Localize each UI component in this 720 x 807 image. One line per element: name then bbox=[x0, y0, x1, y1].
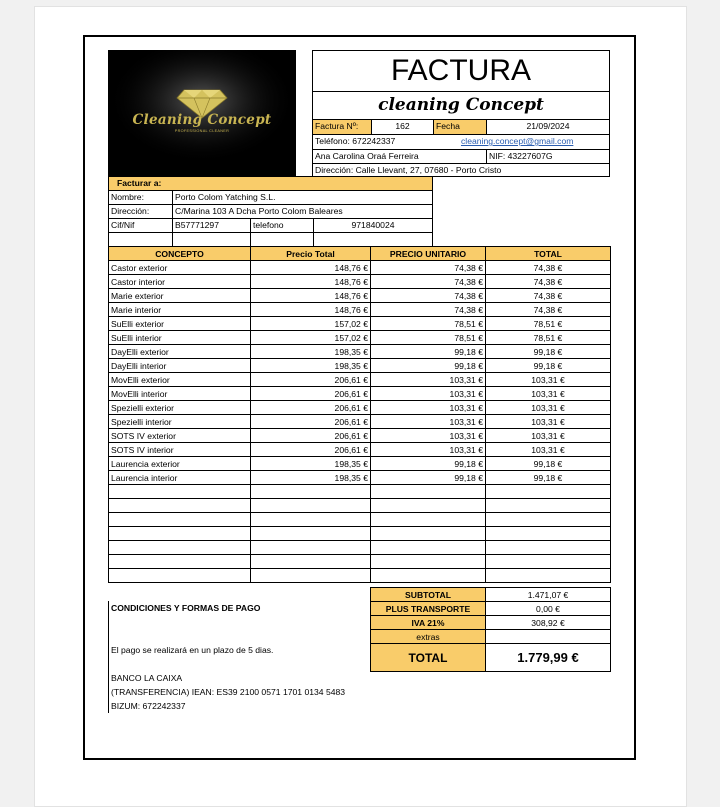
extras-value bbox=[486, 630, 611, 644]
item-concept: Castor interior bbox=[109, 275, 251, 289]
subtotal-row bbox=[371, 588, 611, 602]
brand-box bbox=[312, 91, 610, 120]
empty-cell bbox=[486, 541, 611, 555]
table-row bbox=[109, 359, 611, 373]
empty-cell bbox=[251, 527, 371, 541]
empty-cell bbox=[109, 485, 251, 499]
item-precio-unitario: 103,31 € bbox=[371, 401, 486, 415]
item-concept: Laurencia interior bbox=[109, 471, 251, 485]
table-row bbox=[109, 289, 611, 303]
empty-cell bbox=[371, 541, 486, 555]
table-row bbox=[109, 303, 611, 317]
item-precio-unitario: 74,38 € bbox=[371, 261, 486, 275]
empty-cell bbox=[371, 499, 486, 513]
table-row bbox=[109, 443, 611, 457]
client-box bbox=[108, 176, 433, 246]
item-precio-total: 206,61 € bbox=[251, 401, 371, 415]
item-precio-unitario: 78,51 € bbox=[371, 317, 486, 331]
title-box bbox=[312, 50, 610, 92]
item-precio-unitario: 99,18 € bbox=[371, 359, 486, 373]
client-cif: B57771297 bbox=[172, 218, 250, 232]
empty-cell bbox=[371, 513, 486, 527]
item-precio-unitario: 74,38 € bbox=[371, 303, 486, 317]
table-row bbox=[109, 331, 611, 345]
empty-cell bbox=[371, 569, 486, 583]
client-name-label: Nombre: bbox=[109, 190, 172, 204]
company-phone: Teléfono: 672242337 bbox=[313, 134, 609, 149]
client-address-label: Dirección: bbox=[109, 204, 172, 218]
table-empty-row bbox=[109, 485, 611, 499]
item-precio-total: 206,61 € bbox=[251, 443, 371, 457]
bank-transfer-iban: (TRANSFERENCIA) IEAN: ES39 2100 0571 1701 0134 5483 bbox=[111, 687, 346, 697]
totals-table bbox=[370, 587, 611, 672]
table-empty-row bbox=[109, 499, 611, 513]
table-row bbox=[109, 401, 611, 415]
item-precio-unitario: 103,31 € bbox=[371, 373, 486, 387]
payment-conditions bbox=[108, 601, 358, 713]
client-phone-label: telefono bbox=[250, 218, 313, 232]
invoice-number-label: Factura Nº: bbox=[313, 120, 371, 134]
invoice-date: 21/09/2024 bbox=[486, 120, 609, 134]
iva-label: IVA 21% bbox=[371, 616, 486, 630]
item-total: 78,51 € bbox=[486, 317, 611, 331]
empty-cell bbox=[109, 499, 251, 513]
column-header-total: TOTAL bbox=[486, 247, 611, 261]
item-precio-total: 198,35 € bbox=[251, 345, 371, 359]
item-total: 103,31 € bbox=[486, 443, 611, 457]
empty-cell bbox=[371, 555, 486, 569]
client-phone: 971840024 bbox=[313, 218, 432, 232]
item-precio-total: 206,61 € bbox=[251, 387, 371, 401]
client-empty-row bbox=[250, 232, 313, 247]
item-precio-unitario: 103,31 € bbox=[371, 415, 486, 429]
company-nif: NIF: 43227607G bbox=[486, 149, 609, 163]
item-precio-total: 157,02 € bbox=[251, 331, 371, 345]
item-total: 74,38 € bbox=[486, 289, 611, 303]
item-precio-total: 206,61 € bbox=[251, 429, 371, 443]
table-row bbox=[109, 261, 611, 275]
total-value: 1.779,99 € bbox=[486, 644, 611, 672]
item-precio-total: 157,02 € bbox=[251, 317, 371, 331]
item-concept: Spezielli interior bbox=[109, 415, 251, 429]
logo-wordmark: Cleaning Concept bbox=[132, 112, 272, 128]
item-concept: SOTS IV exterior bbox=[109, 429, 251, 443]
item-precio-total: 198,35 € bbox=[251, 359, 371, 373]
client-empty-row bbox=[313, 232, 432, 247]
payment-term: El pago se realizará en un plazo de 5 dias. bbox=[111, 645, 274, 655]
empty-cell bbox=[251, 541, 371, 555]
table-row bbox=[109, 415, 611, 429]
empty-cell bbox=[251, 499, 371, 513]
item-total: 103,31 € bbox=[486, 429, 611, 443]
empty-cell bbox=[486, 513, 611, 527]
client-name: Porto Colom Yatching S.L. bbox=[172, 190, 432, 204]
extras-label: extras bbox=[371, 630, 486, 644]
table-empty-row bbox=[109, 513, 611, 527]
invoice-title: FACTURA bbox=[390, 54, 531, 87]
item-precio-unitario: 103,31 € bbox=[371, 443, 486, 457]
item-precio-total: 148,76 € bbox=[251, 303, 371, 317]
item-total: 99,18 € bbox=[486, 345, 611, 359]
empty-cell bbox=[371, 527, 486, 541]
item-concept: Marie exterior bbox=[109, 289, 251, 303]
item-precio-total: 198,35 € bbox=[251, 457, 371, 471]
company-logo bbox=[108, 50, 296, 176]
iva-row bbox=[371, 616, 611, 630]
item-concept: Castor exterior bbox=[109, 261, 251, 275]
empty-cell bbox=[486, 527, 611, 541]
empty-cell bbox=[251, 555, 371, 569]
company-info-box bbox=[312, 119, 610, 177]
item-concept: SuElli interior bbox=[109, 331, 251, 345]
item-total: 74,38 € bbox=[486, 275, 611, 289]
subtotal-label: SUBTOTAL bbox=[371, 588, 486, 602]
bizum-number: BIZUM: 672242337 bbox=[111, 701, 186, 711]
item-total: 103,31 € bbox=[486, 387, 611, 401]
item-concept: SOTS IV interior bbox=[109, 443, 251, 457]
table-row bbox=[109, 275, 611, 289]
item-precio-total: 148,76 € bbox=[251, 275, 371, 289]
column-header-precio-unitario: PRECIO UNITARIO bbox=[371, 247, 486, 261]
item-total: 99,18 € bbox=[486, 359, 611, 373]
item-concept: SuElli exterior bbox=[109, 317, 251, 331]
transport-value: 0,00 € bbox=[486, 602, 611, 616]
payment-heading: CONDICIONES Y FORMAS DE PAGO bbox=[111, 603, 261, 613]
item-total: 99,18 € bbox=[486, 457, 611, 471]
empty-cell bbox=[371, 485, 486, 499]
invoice-number: 162 bbox=[371, 120, 433, 134]
items-table bbox=[108, 246, 611, 583]
item-precio-unitario: 78,51 € bbox=[371, 331, 486, 345]
item-concept: Marie interior bbox=[109, 303, 251, 317]
column-header-precio-total: Precio Total bbox=[251, 247, 371, 261]
item-precio-total: 206,61 € bbox=[251, 373, 371, 387]
item-precio-unitario: 74,38 € bbox=[371, 289, 486, 303]
iva-value: 308,92 € bbox=[486, 616, 611, 630]
empty-cell bbox=[251, 569, 371, 583]
item-total: 74,38 € bbox=[486, 303, 611, 317]
transport-label: PLUS TRANSPORTE bbox=[371, 602, 486, 616]
empty-cell bbox=[109, 555, 251, 569]
table-row bbox=[109, 317, 611, 331]
item-concept: Spezielli exterior bbox=[109, 401, 251, 415]
table-row bbox=[109, 429, 611, 443]
client-cif-label: Cif/Nif bbox=[109, 218, 172, 232]
table-header-row bbox=[109, 247, 611, 261]
item-total: 74,38 € bbox=[486, 261, 611, 275]
empty-cell bbox=[486, 569, 611, 583]
bank-name: BANCO LA CAIXA bbox=[111, 673, 183, 683]
logo-subtitle: PROFESSIONAL CLEANER bbox=[174, 129, 230, 133]
table-row bbox=[109, 345, 611, 359]
item-concept: DayElli interior bbox=[109, 359, 251, 373]
client-empty-row bbox=[172, 232, 250, 247]
column-header-concepto: CONCEPTO bbox=[109, 247, 251, 261]
table-empty-row bbox=[109, 527, 611, 541]
company-owner: Ana Carolina Oraá Ferreira bbox=[313, 149, 486, 163]
table-row bbox=[109, 373, 611, 387]
item-precio-unitario: 103,31 € bbox=[371, 429, 486, 443]
item-precio-unitario: 74,38 € bbox=[371, 275, 486, 289]
total-row bbox=[371, 644, 611, 672]
item-concept: MovElli interior bbox=[109, 387, 251, 401]
item-total: 103,31 € bbox=[486, 415, 611, 429]
item-precio-unitario: 99,18 € bbox=[371, 471, 486, 485]
empty-cell bbox=[486, 555, 611, 569]
item-total: 78,51 € bbox=[486, 331, 611, 345]
empty-cell bbox=[251, 513, 371, 527]
item-total: 103,31 € bbox=[486, 401, 611, 415]
table-row bbox=[109, 387, 611, 401]
empty-cell bbox=[109, 541, 251, 555]
item-precio-total: 148,76 € bbox=[251, 261, 371, 275]
item-precio-unitario: 99,18 € bbox=[371, 457, 486, 471]
brand-name: cleaning Concept bbox=[378, 95, 544, 115]
item-precio-total: 198,35 € bbox=[251, 471, 371, 485]
item-total: 99,18 € bbox=[486, 471, 611, 485]
item-total: 103,31 € bbox=[486, 373, 611, 387]
table-row bbox=[109, 457, 611, 471]
empty-cell bbox=[109, 513, 251, 527]
bill-to-heading: Facturar a: bbox=[109, 177, 432, 190]
item-concept: MovElli exterior bbox=[109, 373, 251, 387]
transport-row bbox=[371, 602, 611, 616]
total-label: TOTAL bbox=[371, 644, 486, 672]
empty-cell bbox=[109, 527, 251, 541]
empty-cell bbox=[109, 569, 251, 583]
subtotal-value: 1.471,07 € bbox=[486, 588, 611, 602]
table-empty-row bbox=[109, 555, 611, 569]
item-precio-total: 148,76 € bbox=[251, 289, 371, 303]
table-empty-row bbox=[109, 569, 611, 583]
empty-cell bbox=[486, 499, 611, 513]
item-precio-unitario: 99,18 € bbox=[371, 345, 486, 359]
date-label: Fecha bbox=[433, 120, 486, 134]
empty-cell bbox=[486, 485, 611, 499]
company-email-link[interactable]: cleaning.concept@gmail.com bbox=[461, 136, 574, 146]
item-concept: DayElli exterior bbox=[109, 345, 251, 359]
item-precio-unitario: 103,31 € bbox=[371, 387, 486, 401]
empty-cell bbox=[251, 485, 371, 499]
extras-row bbox=[371, 630, 611, 644]
company-address: Dirección: Calle Llevant, 27, 07680 - Porto Cristo bbox=[313, 163, 609, 177]
item-concept: Laurencia exterior bbox=[109, 457, 251, 471]
client-address: C/Marina 103 A Dcha Porto Colom Baleares bbox=[172, 204, 432, 218]
client-empty-row bbox=[109, 232, 172, 247]
table-row bbox=[109, 471, 611, 485]
table-empty-row bbox=[109, 541, 611, 555]
item-precio-total: 206,61 € bbox=[251, 415, 371, 429]
